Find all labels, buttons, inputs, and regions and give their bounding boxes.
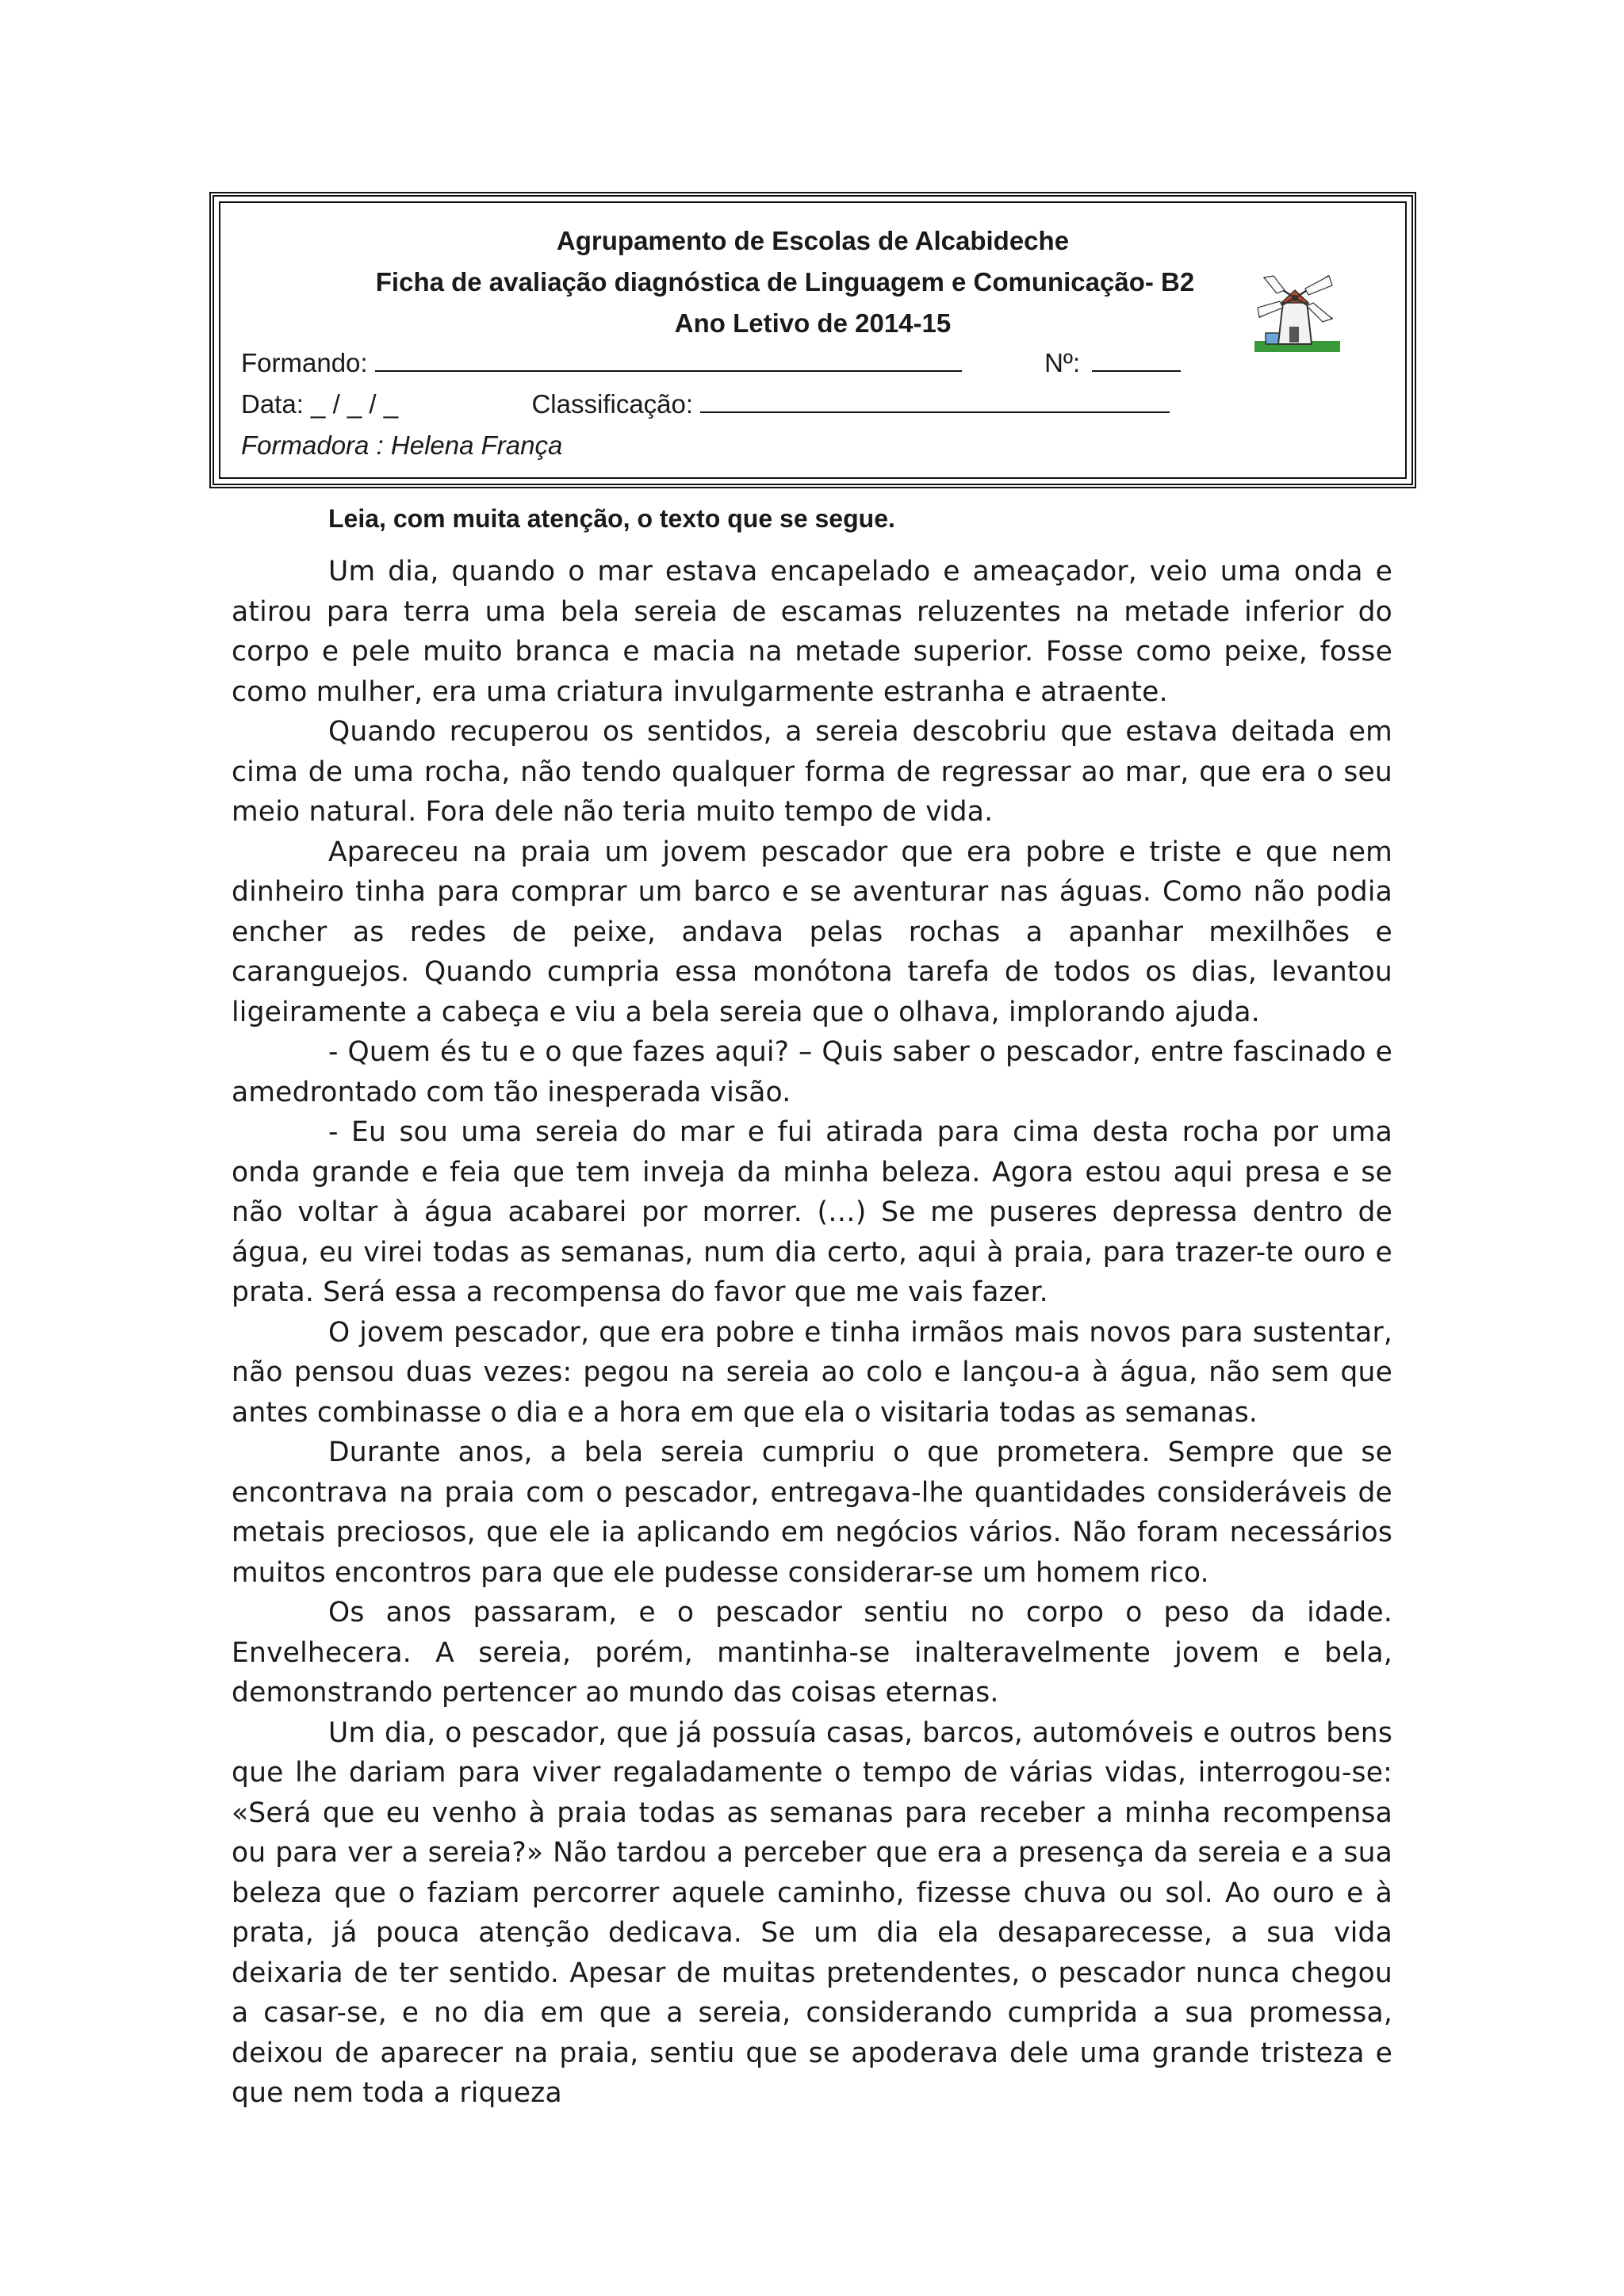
story-paragraph: Apareceu na praia um jovem pescador que era pobre e triste e que nem dinheiro tinha para comprar um barco e se aventurar nas águas. Como não podia encher as redes de peixe, andava pelas rochas a apanhar mexilhões e caranguejos. Quando cumpria essa monótona tarefa de todos os dias, levantou ligeiramente a cabeça e viu a bela sereia que o olhava, implorando ajuda. (232, 836, 1392, 1028)
school-name: Agrupamento de Escolas de Alcabideche (556, 226, 1070, 255)
story-paragraph: - Eu sou uma sereia do mar e fui atirada para cima desta rocha por uma onda grande e feia que tem inveja da minha beleza. Agora estou aqui presa e se não voltar à água acabarei por morrer. (…) Se me puseres depressa dentro de água, eu virei todas as semanas, num dia certo, aqui à praia, para trazer-te ouro e prata. Será essa a recompensa do favor que me vais fazer. (232, 1116, 1392, 1308)
numero-field[interactable] (1092, 346, 1181, 372)
formando-row (241, 346, 1181, 381)
story-paragraph: Durante anos, a bela sereia cumpriu o que prometera. Sempre que se encontrava na praia com o pescador, entregava-lhe quantidades consideráveis de metais preciosos, que ele ia aplicando em negócios vários. Não foram necessários muitos encontros para que ele pudesse considerar-se um homem rico. (232, 1437, 1392, 1589)
header-content (233, 208, 1392, 473)
formadora-line: Formadora : Helena França (241, 430, 563, 460)
story-text (232, 552, 1392, 2114)
story-paragraph: Os anos passaram, e o pescador sentiu no corpo o peso da idade. Envelhecera. A sereia, porém, mantinha-se inalteravelmente jovem e bela, demonstrando pertencer ao mundo das coisas eternas. (232, 1597, 1392, 1709)
header-frame (209, 192, 1416, 488)
data-field[interactable]: Data: _ / _ / _ (241, 389, 399, 419)
story-paragraph: O jovem pescador, que era pobre e tinha irmãos mais novos para sustentar, não pensou duas vezes: pegou na sereia ao colo e lançou-a à água, não sem que antes combinasse o dia e a hora em que ela o visitaria todas as semanas. (232, 1316, 1392, 1429)
windmill-icon (1250, 271, 1345, 358)
reading-instruction: Leia, com muita atenção, o texto que se segue. (328, 504, 895, 533)
formando-label: Formando: (241, 348, 368, 377)
story-paragraph: Um dia, quando o mar estava encapelado e ameaçador, veio uma onda e atirou para terra uma bela sereia de escamas reluzentes na metade inferior do corpo e pele muito branca e macia na metade superior. Fosse como peixe, fosse como mulher, era uma criatura invulgarmente estranha e atraente. (232, 556, 1392, 708)
worksheet-title: Ficha de avaliação diagnóstica de Linguagem e Comunicação- B2 (375, 267, 1195, 297)
story-paragraph: Quando recuperou os sentidos, a sereia descobriu que estava deitada em cima de uma rocha, não tendo qualquer forma de regressar ao mar, que era o seu meio natural. Fora dele não teria muito tempo de vida. (232, 716, 1392, 828)
formando-field[interactable] (375, 346, 962, 372)
school-year: Ano Letivo de 2014-15 (674, 308, 952, 338)
data-row (241, 387, 1170, 422)
classificacao-field[interactable] (700, 388, 1170, 413)
numero-label: Nº: (1044, 348, 1081, 377)
story-paragraph: - Quem és tu e o que fazes aqui? – Quis saber o pescador, entre fascinado e amedrontado com tão inesperada visão. (232, 1036, 1392, 1108)
classificacao-label: Classificação: (531, 389, 694, 419)
story-paragraph: Um dia, o pescador, que já possuía casas, barcos, automóveis e outros bens que lhe dariam para viver regaladamente o tempo de várias vidas, interrogou-se: «Será que eu venho à praia todas as semanas para receber a minha recompensa ou para ver a sereia?» Não tardou a perceber que era a presença da sereia e a sua beleza que o faziam percorrer aquele caminho, fizesse chuva ou sol. Ao ouro e à prata, já pouca atenção dedicava. Se um dia ela desaparecesse, a sua vida deixaria de ter sentido. Apesar de muitas pretendentes, o pescador nunca chegou a casar-se, e no dia em que a sereia, considerando cumprida a sua promessa, deixou de aparecer na praia, sentiu que se apoderava dele uma grande tristeza e que nem toda a riqueza (232, 1716, 1392, 2109)
